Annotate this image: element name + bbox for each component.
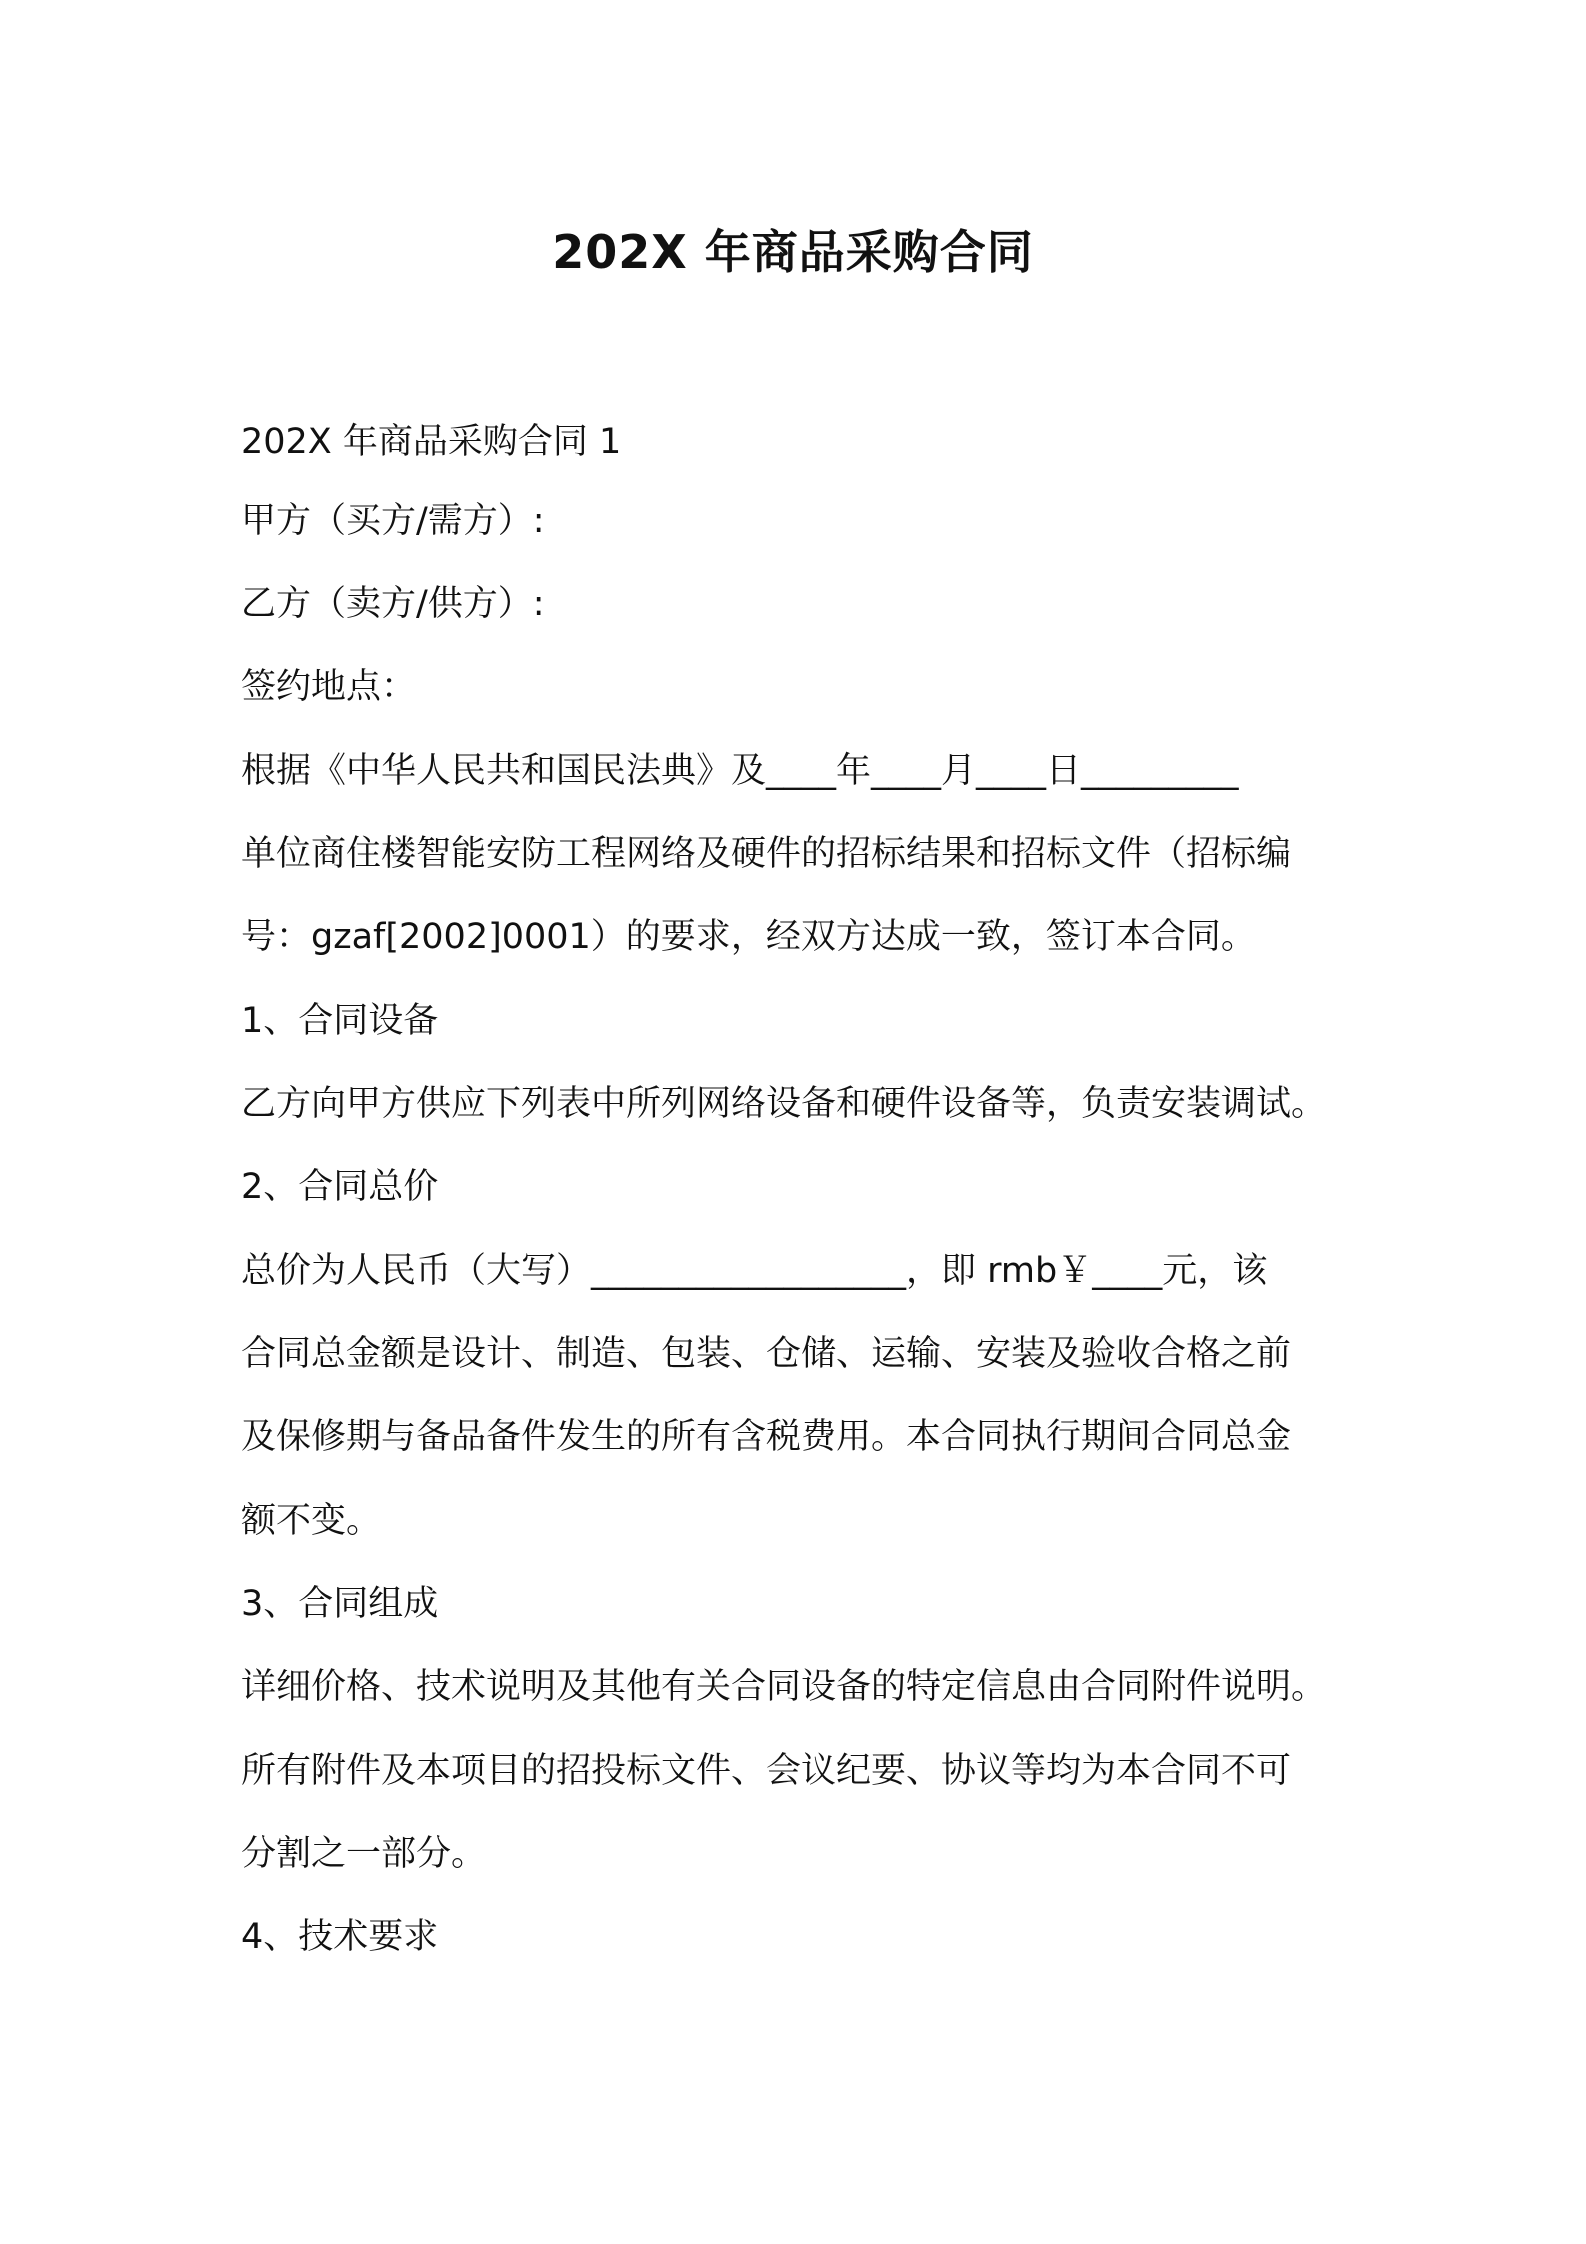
basis-line: 单位商住楼智能安防工程网络及硬件的招标结果和招标文件（招标编 <box>241 834 1292 874</box>
section-body-line: 额不变。 <box>241 1501 382 1541</box>
section-heading-equipment: 1、合同设备 <box>241 1001 439 1041</box>
section-body-line: 详细价格、技术说明及其他有关合同设备的特定信息由合同附件说明。 <box>241 1667 1327 1707</box>
party-b-line: 乙方（卖方/供方）: <box>241 584 545 624</box>
basis-line: 号：gzaf[2002]0001）的要求，经双方达成一致，签订本合同。 <box>241 917 1256 957</box>
basis-line: 根据《中华人民共和国民法典》及____年____月____日_________ <box>241 751 1239 791</box>
contract-subtitle: 202X 年商品采购合同 1 <box>241 422 622 462</box>
party-a-line: 甲方（买方/需方）: <box>241 501 545 541</box>
section-body-line: 合同总金额是设计、制造、包装、仓储、运输、安装及验收合格之前 <box>241 1334 1292 1374</box>
section-body-line: 乙方向甲方供应下列表中所列网络设备和硬件设备等，负责安装调试。 <box>241 1084 1327 1124</box>
section-body-line: 总价为人民币（大写）__________________，即 rmb￥____元，该 <box>241 1251 1268 1291</box>
section-body-line: 及保修期与备品备件发生的所有含税费用。本合同执行期间合同总金 <box>241 1417 1292 1457</box>
section-body-line: 所有附件及本项目的招投标文件、会议纪要、协议等均为本合同不可 <box>241 1751 1292 1791</box>
document-title: 202X 年商品采购合同 <box>552 225 1034 279</box>
section-heading-technical: 4、技术要求 <box>241 1917 439 1957</box>
section-body-line: 分割之一部分。 <box>241 1834 487 1874</box>
section-heading-total-price: 2、合同总价 <box>241 1167 439 1207</box>
section-heading-composition: 3、合同组成 <box>241 1584 439 1624</box>
signing-place-line: 签约地点： <box>241 667 417 707</box>
